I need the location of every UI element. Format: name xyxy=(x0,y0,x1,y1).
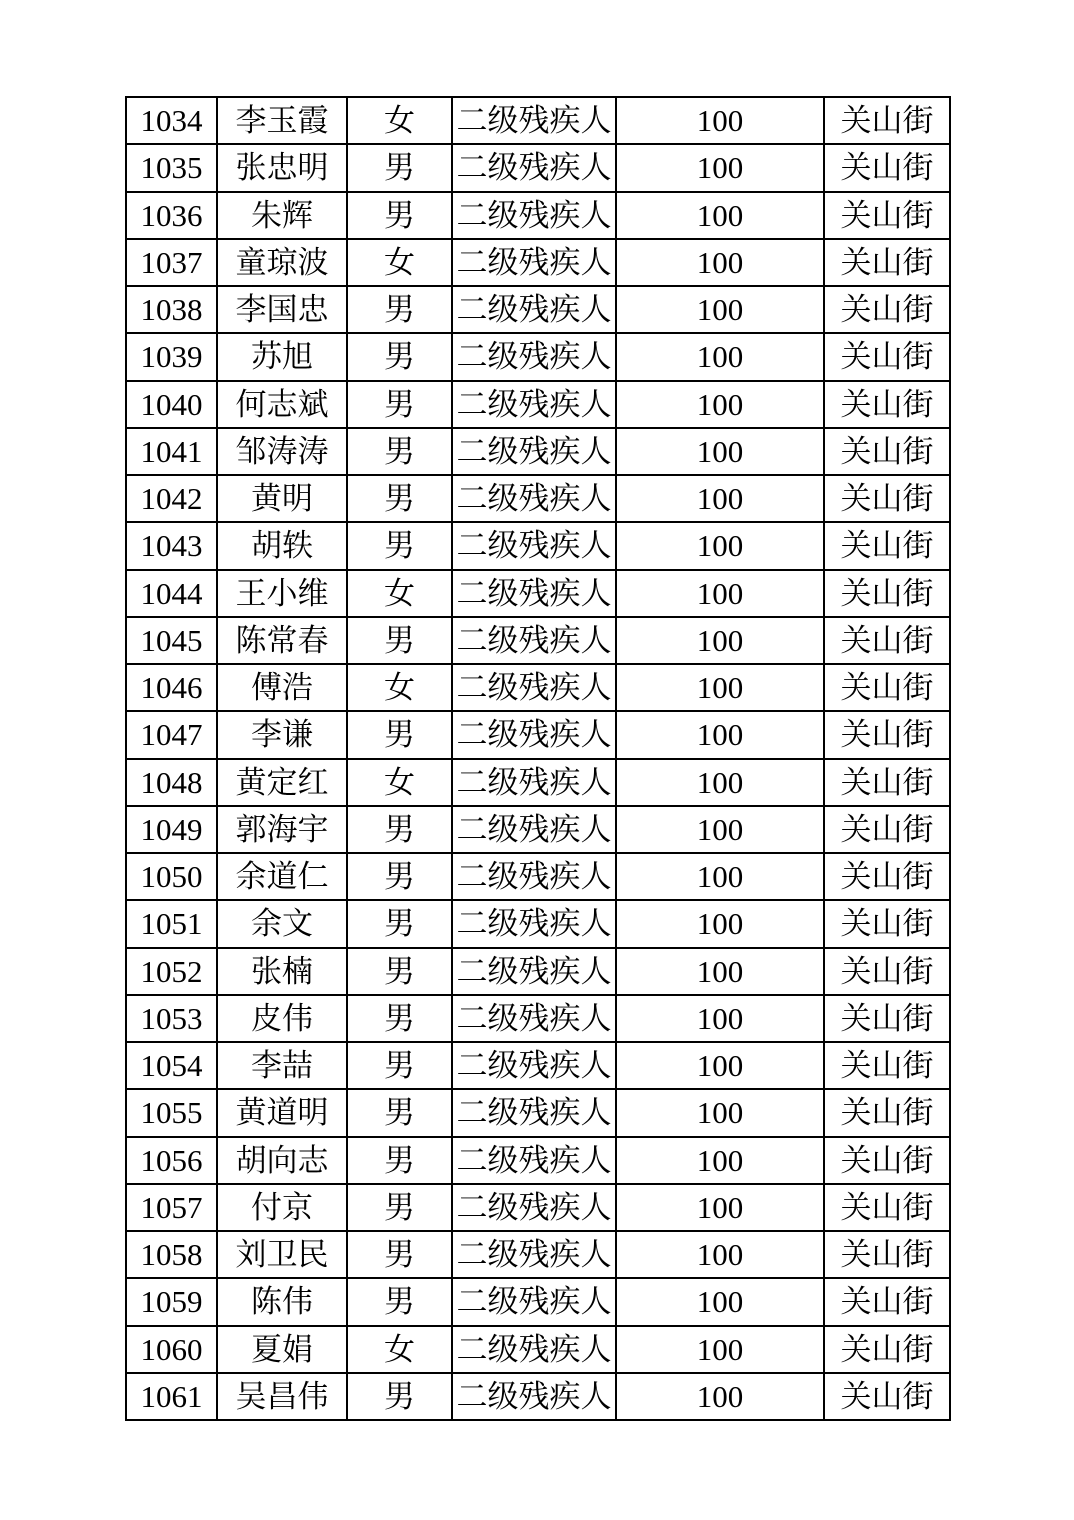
cell-person-name: 余文 xyxy=(217,900,347,947)
cell-street: 关山街 xyxy=(824,711,950,758)
cell-category: 二级残疾人 xyxy=(452,617,616,664)
cell-street: 关山街 xyxy=(824,1184,950,1231)
cell-person-name: 陈常春 xyxy=(217,617,347,664)
cell-amount: 100 xyxy=(616,1373,824,1420)
cell-amount: 100 xyxy=(616,1184,824,1231)
cell-street: 关山街 xyxy=(824,948,950,995)
cell-serial-number: 1055 xyxy=(126,1089,217,1136)
cell-category: 二级残疾人 xyxy=(452,144,616,191)
cell-person-name: 刘卫民 xyxy=(217,1231,347,1278)
cell-serial-number: 1038 xyxy=(126,286,217,333)
cell-street: 关山街 xyxy=(824,664,950,711)
table-row xyxy=(126,428,950,475)
cell-street: 关山街 xyxy=(824,1042,950,1089)
cell-amount: 100 xyxy=(616,97,824,144)
cell-gender: 男 xyxy=(347,1042,452,1089)
cell-serial-number: 1047 xyxy=(126,711,217,758)
cell-person-name: 余道仁 xyxy=(217,853,347,900)
table-row xyxy=(126,381,950,428)
cell-amount: 100 xyxy=(616,664,824,711)
cell-amount: 100 xyxy=(616,853,824,900)
table-row xyxy=(126,192,950,239)
cell-serial-number: 1054 xyxy=(126,1042,217,1089)
cell-person-name: 黄道明 xyxy=(217,1089,347,1136)
table-row xyxy=(126,1042,950,1089)
cell-category: 二级残疾人 xyxy=(452,428,616,475)
cell-gender: 女 xyxy=(347,97,452,144)
cell-street: 关山街 xyxy=(824,900,950,947)
table-row xyxy=(126,570,950,617)
cell-gender: 男 xyxy=(347,475,452,522)
cell-person-name: 黄定红 xyxy=(217,759,347,806)
cell-amount: 100 xyxy=(616,1231,824,1278)
table-row xyxy=(126,286,950,333)
cell-gender: 男 xyxy=(347,1184,452,1231)
cell-amount: 100 xyxy=(616,286,824,333)
cell-serial-number: 1058 xyxy=(126,1231,217,1278)
cell-category: 二级残疾人 xyxy=(452,1042,616,1089)
cell-gender: 男 xyxy=(347,1137,452,1184)
cell-category: 二级残疾人 xyxy=(452,239,616,286)
cell-serial-number: 1059 xyxy=(126,1278,217,1325)
cell-amount: 100 xyxy=(616,333,824,380)
cell-person-name: 皮伟 xyxy=(217,995,347,1042)
cell-category: 二级残疾人 xyxy=(452,1231,616,1278)
cell-street: 关山街 xyxy=(824,333,950,380)
table-row xyxy=(126,995,950,1042)
cell-category: 二级残疾人 xyxy=(452,1184,616,1231)
cell-category: 二级残疾人 xyxy=(452,522,616,569)
cell-amount: 100 xyxy=(616,144,824,191)
cell-category: 二级残疾人 xyxy=(452,286,616,333)
cell-amount: 100 xyxy=(616,1278,824,1325)
table-row xyxy=(126,806,950,853)
cell-person-name: 李喆 xyxy=(217,1042,347,1089)
cell-serial-number: 1045 xyxy=(126,617,217,664)
cell-category: 二级残疾人 xyxy=(452,759,616,806)
cell-amount: 100 xyxy=(616,995,824,1042)
cell-street: 关山街 xyxy=(824,1373,950,1420)
cell-person-name: 王小维 xyxy=(217,570,347,617)
cell-gender: 女 xyxy=(347,570,452,617)
cell-serial-number: 1035 xyxy=(126,144,217,191)
table-row xyxy=(126,97,950,144)
cell-person-name: 何志斌 xyxy=(217,381,347,428)
cell-gender: 女 xyxy=(347,664,452,711)
cell-gender: 男 xyxy=(347,286,452,333)
cell-category: 二级残疾人 xyxy=(452,806,616,853)
cell-amount: 100 xyxy=(616,192,824,239)
cell-amount: 100 xyxy=(616,1326,824,1373)
cell-person-name: 邹涛涛 xyxy=(217,428,347,475)
table-row xyxy=(126,475,950,522)
cell-person-name: 童琼波 xyxy=(217,239,347,286)
cell-category: 二级残疾人 xyxy=(452,1278,616,1325)
cell-serial-number: 1048 xyxy=(126,759,217,806)
cell-amount: 100 xyxy=(616,239,824,286)
cell-gender: 男 xyxy=(347,522,452,569)
cell-person-name: 张忠明 xyxy=(217,144,347,191)
cell-person-name: 李谦 xyxy=(217,711,347,758)
cell-serial-number: 1034 xyxy=(126,97,217,144)
cell-amount: 100 xyxy=(616,570,824,617)
table-row xyxy=(126,144,950,191)
cell-person-name: 胡向志 xyxy=(217,1137,347,1184)
table-row xyxy=(126,664,950,711)
cell-amount: 100 xyxy=(616,522,824,569)
cell-street: 关山街 xyxy=(824,1089,950,1136)
cell-gender: 男 xyxy=(347,1089,452,1136)
cell-amount: 100 xyxy=(616,1137,824,1184)
cell-street: 关山街 xyxy=(824,759,950,806)
table-row xyxy=(126,1184,950,1231)
cell-gender: 男 xyxy=(347,1278,452,1325)
cell-street: 关山街 xyxy=(824,192,950,239)
cell-street: 关山街 xyxy=(824,995,950,1042)
cell-gender: 女 xyxy=(347,759,452,806)
cell-gender: 男 xyxy=(347,806,452,853)
cell-category: 二级残疾人 xyxy=(452,948,616,995)
table-body xyxy=(126,97,950,1420)
cell-category: 二级残疾人 xyxy=(452,1373,616,1420)
cell-serial-number: 1050 xyxy=(126,853,217,900)
cell-serial-number: 1042 xyxy=(126,475,217,522)
cell-serial-number: 1061 xyxy=(126,1373,217,1420)
table-row xyxy=(126,948,950,995)
cell-amount: 100 xyxy=(616,900,824,947)
cell-category: 二级残疾人 xyxy=(452,381,616,428)
cell-category: 二级残疾人 xyxy=(452,1137,616,1184)
cell-serial-number: 1039 xyxy=(126,333,217,380)
cell-category: 二级残疾人 xyxy=(452,711,616,758)
cell-street: 关山街 xyxy=(824,1278,950,1325)
cell-category: 二级残疾人 xyxy=(452,475,616,522)
cell-person-name: 付京 xyxy=(217,1184,347,1231)
cell-gender: 男 xyxy=(347,900,452,947)
cell-amount: 100 xyxy=(616,948,824,995)
cell-gender: 男 xyxy=(347,711,452,758)
cell-category: 二级残疾人 xyxy=(452,995,616,1042)
cell-gender: 男 xyxy=(347,617,452,664)
beneficiary-table xyxy=(125,96,951,1421)
cell-amount: 100 xyxy=(616,428,824,475)
cell-street: 关山街 xyxy=(824,97,950,144)
cell-category: 二级残疾人 xyxy=(452,97,616,144)
cell-street: 关山街 xyxy=(824,570,950,617)
cell-category: 二级残疾人 xyxy=(452,900,616,947)
table-row xyxy=(126,900,950,947)
cell-category: 二级残疾人 xyxy=(452,570,616,617)
cell-serial-number: 1040 xyxy=(126,381,217,428)
table-row xyxy=(126,1278,950,1325)
cell-street: 关山街 xyxy=(824,381,950,428)
cell-serial-number: 1037 xyxy=(126,239,217,286)
table-row xyxy=(126,1373,950,1420)
cell-amount: 100 xyxy=(616,617,824,664)
cell-gender: 男 xyxy=(347,333,452,380)
table-row xyxy=(126,1137,950,1184)
cell-serial-number: 1057 xyxy=(126,1184,217,1231)
cell-amount: 100 xyxy=(616,381,824,428)
cell-person-name: 黄明 xyxy=(217,475,347,522)
table-row xyxy=(126,711,950,758)
cell-gender: 女 xyxy=(347,239,452,286)
cell-street: 关山街 xyxy=(824,522,950,569)
cell-category: 二级残疾人 xyxy=(452,853,616,900)
cell-person-name: 郭海宇 xyxy=(217,806,347,853)
cell-amount: 100 xyxy=(616,1042,824,1089)
table-row xyxy=(126,617,950,664)
cell-street: 关山街 xyxy=(824,806,950,853)
cell-category: 二级残疾人 xyxy=(452,664,616,711)
cell-person-name: 苏旭 xyxy=(217,333,347,380)
cell-street: 关山街 xyxy=(824,144,950,191)
cell-amount: 100 xyxy=(616,806,824,853)
cell-person-name: 吴昌伟 xyxy=(217,1373,347,1420)
cell-gender: 男 xyxy=(347,1231,452,1278)
cell-gender: 男 xyxy=(347,192,452,239)
cell-street: 关山街 xyxy=(824,428,950,475)
cell-category: 二级残疾人 xyxy=(452,333,616,380)
cell-gender: 男 xyxy=(347,1373,452,1420)
cell-street: 关山街 xyxy=(824,1231,950,1278)
cell-gender: 男 xyxy=(347,428,452,475)
cell-street: 关山街 xyxy=(824,475,950,522)
cell-person-name: 张楠 xyxy=(217,948,347,995)
cell-gender: 男 xyxy=(347,381,452,428)
cell-street: 关山街 xyxy=(824,1326,950,1373)
cell-person-name: 夏娟 xyxy=(217,1326,347,1373)
cell-person-name: 胡轶 xyxy=(217,522,347,569)
cell-serial-number: 1053 xyxy=(126,995,217,1042)
cell-serial-number: 1052 xyxy=(126,948,217,995)
table-row xyxy=(126,333,950,380)
table-row xyxy=(126,1231,950,1278)
table-row xyxy=(126,1089,950,1136)
cell-serial-number: 1060 xyxy=(126,1326,217,1373)
table-row xyxy=(126,522,950,569)
cell-gender: 男 xyxy=(347,144,452,191)
cell-serial-number: 1041 xyxy=(126,428,217,475)
cell-street: 关山街 xyxy=(824,1137,950,1184)
cell-person-name: 傅浩 xyxy=(217,664,347,711)
cell-amount: 100 xyxy=(616,1089,824,1136)
cell-gender: 女 xyxy=(347,1326,452,1373)
cell-serial-number: 1044 xyxy=(126,570,217,617)
cell-street: 关山街 xyxy=(824,286,950,333)
table-row xyxy=(126,239,950,286)
table-row xyxy=(126,1326,950,1373)
cell-serial-number: 1036 xyxy=(126,192,217,239)
table-row xyxy=(126,759,950,806)
cell-person-name: 李玉霞 xyxy=(217,97,347,144)
cell-category: 二级残疾人 xyxy=(452,1089,616,1136)
cell-person-name: 朱辉 xyxy=(217,192,347,239)
cell-gender: 男 xyxy=(347,948,452,995)
table-row xyxy=(126,853,950,900)
cell-amount: 100 xyxy=(616,711,824,758)
cell-serial-number: 1049 xyxy=(126,806,217,853)
cell-amount: 100 xyxy=(616,475,824,522)
cell-serial-number: 1051 xyxy=(126,900,217,947)
cell-gender: 男 xyxy=(347,995,452,1042)
cell-gender: 男 xyxy=(347,853,452,900)
cell-person-name: 陈伟 xyxy=(217,1278,347,1325)
cell-category: 二级残疾人 xyxy=(452,1326,616,1373)
cell-amount: 100 xyxy=(616,759,824,806)
cell-serial-number: 1043 xyxy=(126,522,217,569)
cell-street: 关山街 xyxy=(824,239,950,286)
cell-street: 关山街 xyxy=(824,617,950,664)
cell-person-name: 李国忠 xyxy=(217,286,347,333)
cell-serial-number: 1056 xyxy=(126,1137,217,1184)
cell-street: 关山街 xyxy=(824,853,950,900)
cell-category: 二级残疾人 xyxy=(452,192,616,239)
cell-serial-number: 1046 xyxy=(126,664,217,711)
